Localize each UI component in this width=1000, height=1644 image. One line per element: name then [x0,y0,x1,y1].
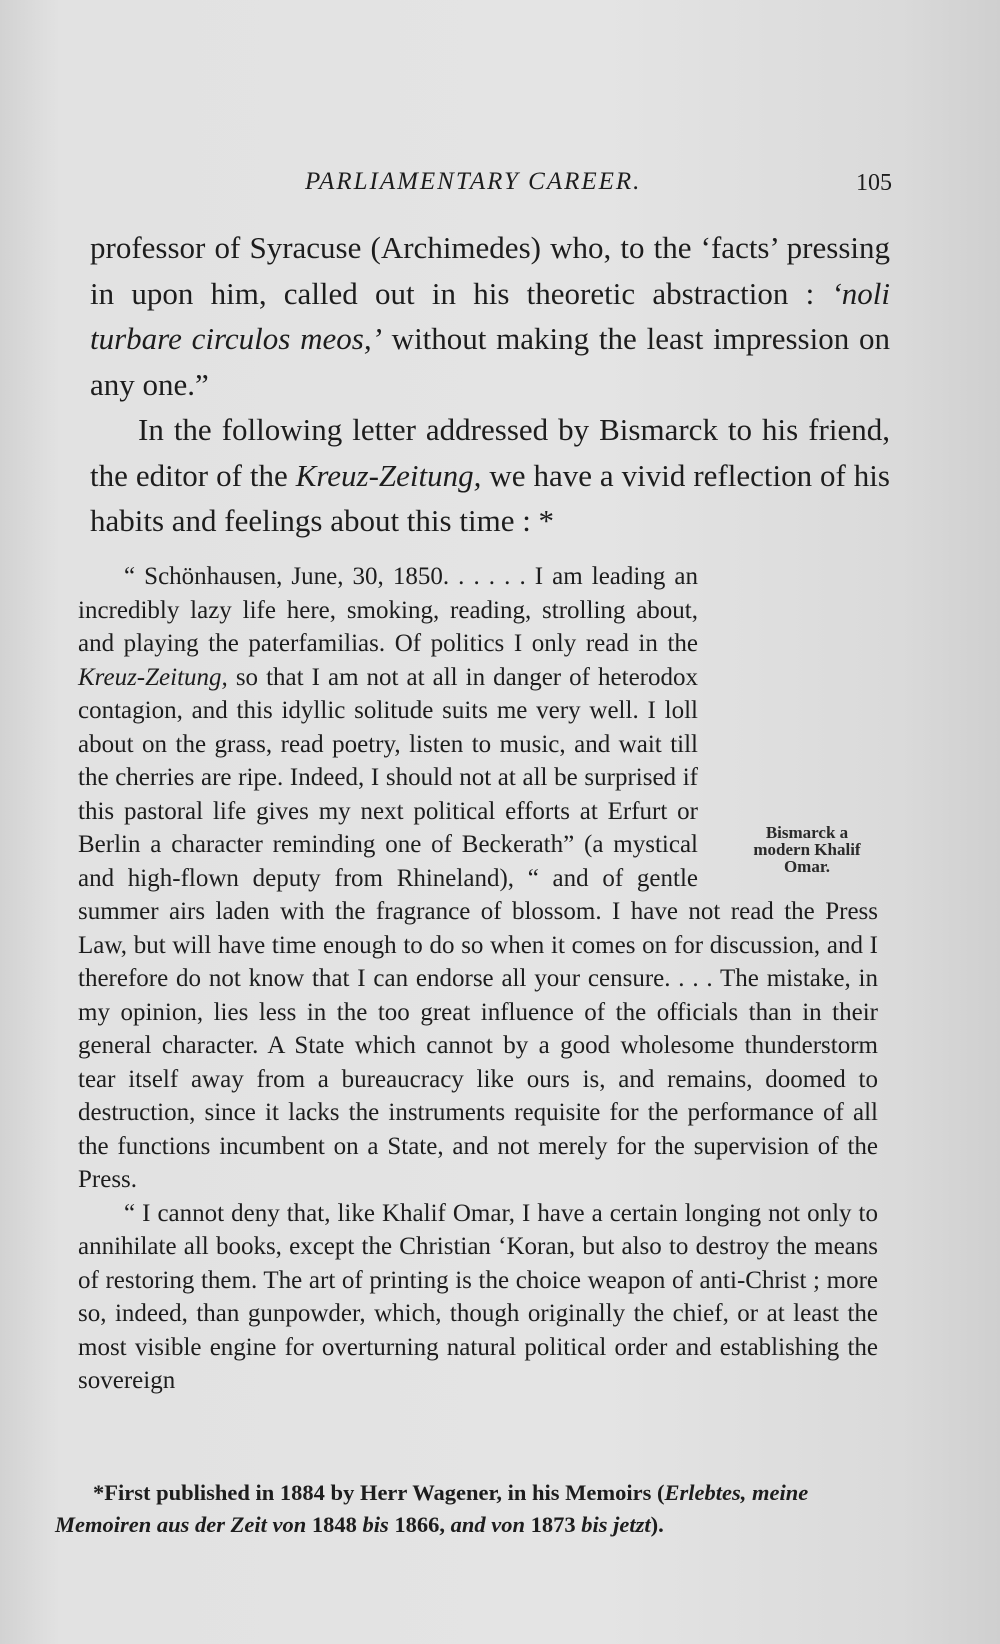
main-text [90,225,890,544]
marginal-note: Bismarck a modern Khalif Omar. [753,823,861,876]
paragraph-letter-intro: In the following letter addressed by Bismarck to his friend, the editor of the Kreuz-Zeitung, we have a vivid reflection of his habits and feelings about this time : * [90,412,890,538]
letter-paragraph-1: “ Schönhausen, June, 30, 1850. . . . . . I am leading an incredibly lazy life here, smoking, reading, strolling about, and playing the paterfamilias. Of politics I only read in the Kreuz-Zeitung, so that I am not at all in danger of heterodox contagion, and this idyllic solitude suits me very well. I loll about on the grass, read poetry, listen to music, and wait till the cherries are ripe. Indeed, I should not at all be surprised if this pastoral life gives my next political efforts at Erfurt or Berlin a character reminding one of Beckerath” (a mystical and high-flown deputy from Rhineland), “ and of gentle summer airs laden with the fragrance of blossom. I have not read the Press Law, but will have time enough to do so when it comes on for discussion, and I therefore do not know that I can endorse all your censure. . . . The mistake, in my opinion, lies less in the too great influence of the officials than in their general character. A State which cannot by a good wholesome thunderstorm tear itself away from a bureaucracy like ours is, and remains, doomed to destruction, since it lacks the instruments requisite for the performance of all the functions incumbent on a State, and not merely for the supervision of the Press. [78,563,878,1193]
quoted-letter [78,560,878,1398]
running-head [0,168,1000,208]
page-number: 105 [856,170,892,196]
footnote: *First published in 1884 by Herr Wagener, in his Memoirs (Erlebtes, meine Memoiren aus der Zeit von 1848 bis 1866, and von 1873 bis jetzt). [55,1480,809,1537]
letter-paragraph-2: “ I cannot deny that, like Khalif Omar, I have a certain longing not only to annihilate all books, except the Christian ‘Koran, but also to destroy the means of restoring them. The art of printing is the choice weapon of anti-Christ ; more so, indeed, than gunpowder, which, though originally the chief, or at least the most visible engine for overturning natural political order and establishing the sovereign [78,1199,878,1394]
paragraph-archimedes: professor of Syracuse (Archimedes) who, to the ‘facts’ pressing in upon him, called out in his theoretic abstraction : ‘noli turbare circulos meos,’ without making the least impression on any one.” [90,230,890,402]
running-title: PARLIAMENTARY CAREER. [305,168,642,195]
